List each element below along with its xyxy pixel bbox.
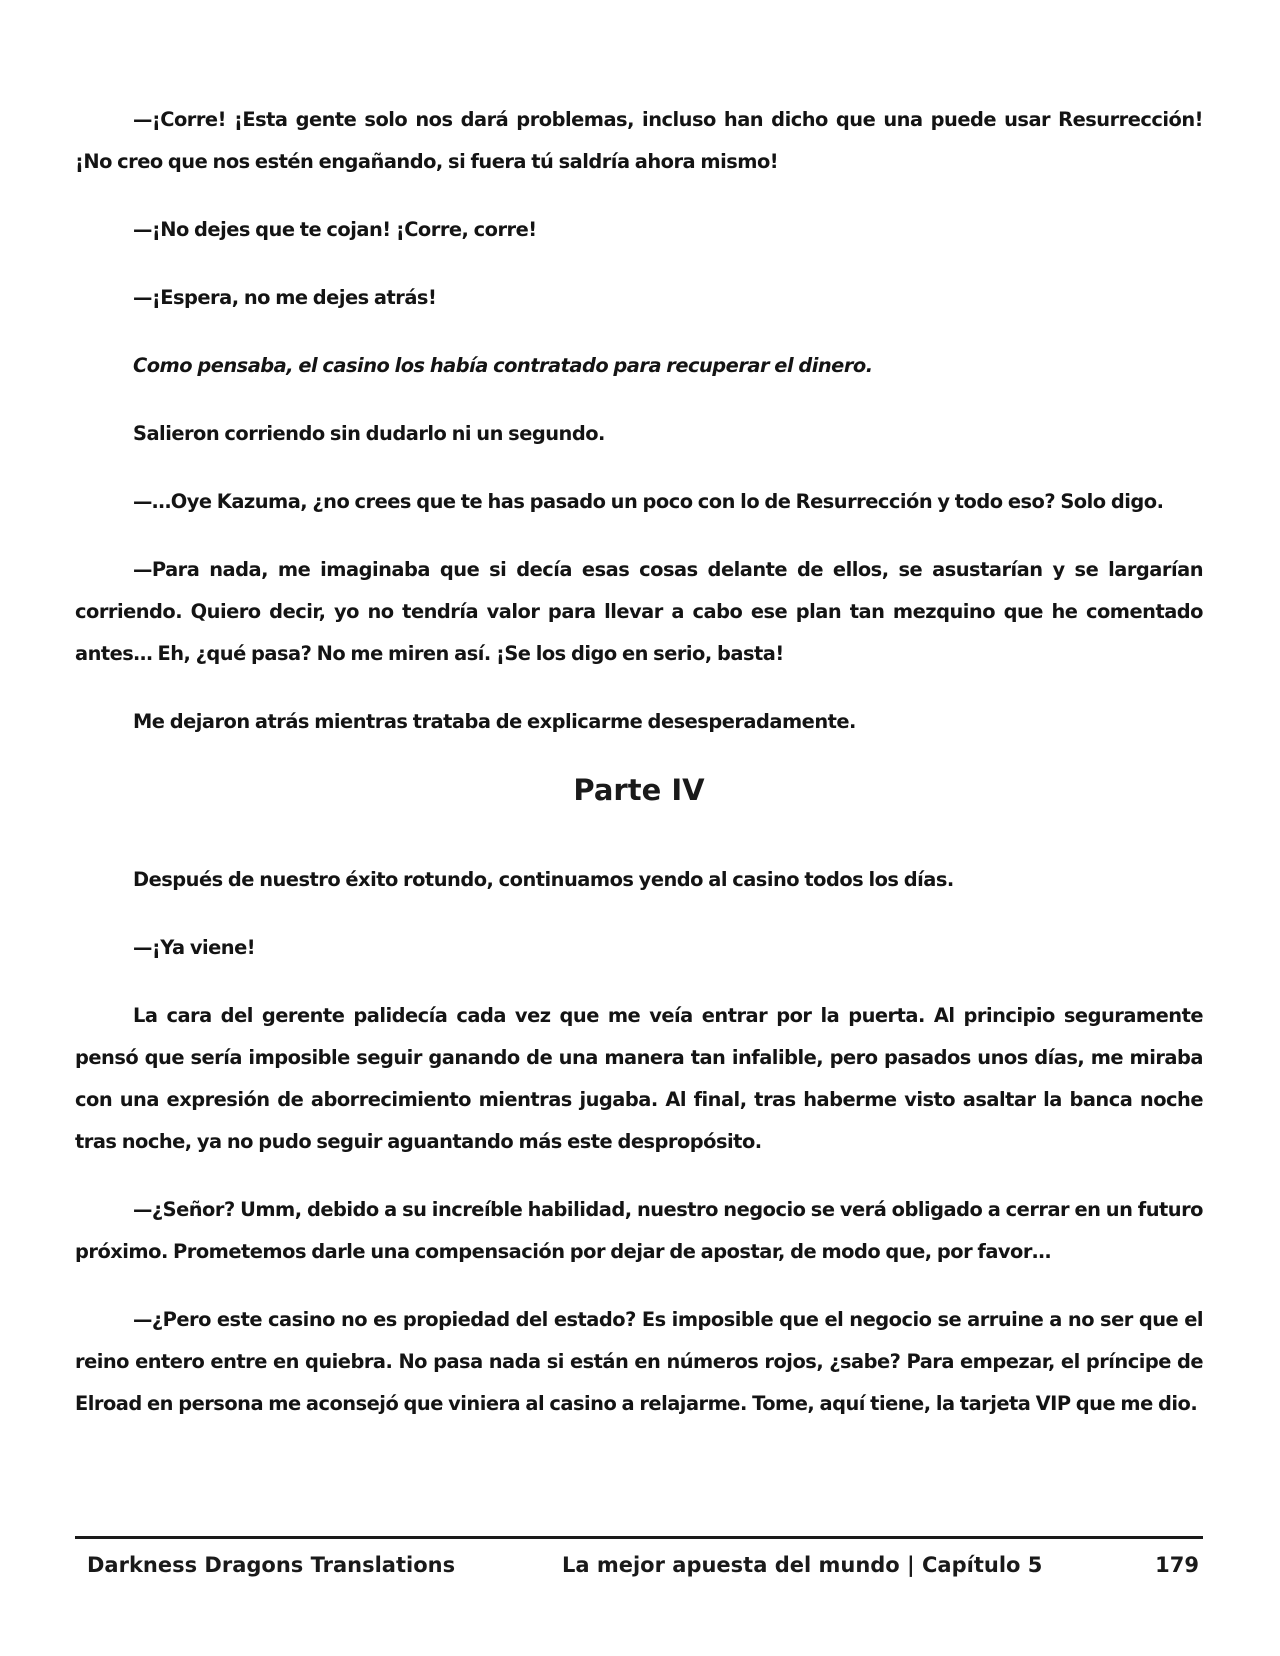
paragraph: Después de nuestro éxito rotundo, continuamos yendo al casino todos los días. [133, 868, 954, 891]
paragraph: La cara del gerente palidecía cada vez que me veía entrar por la puerta. Al principio seguramente pensó que sería imposible seguir ganando de una manera tan infalible, pero pasados unos días, me miraba con una expresión de aborrecimiento mientras jugaba. Al final, tras haberme visto asaltar la banca noche tras noche, ya no pudo seguir aguantando más este despropósito. [75, 1004, 1203, 1153]
footer-translator-credit: Darkness Dragons Translations [87, 1553, 456, 1577]
section-title: Parte IV [573, 773, 705, 807]
paragraph-italic: Como pensaba, el casino los había contratado para recuperar el dinero. [133, 354, 873, 377]
footer-page-number: 179 [1155, 1553, 1199, 1577]
page-footer [75, 1547, 1203, 1583]
paragraph: Salieron corriendo sin dudarlo ni un segundo. [133, 422, 605, 445]
paragraph: —¿Pero este casino no es propiedad del estado? Es imposible que el negocio se arruine a no ser que el reino entero entre en quiebra. No pasa nada si están en números rojos, ¿sabe? Para empezar, el príncipe de Elroad en persona me aconsejó que viniera al casino a relajarme. Tome, aquí tiene, la tarjeta VIP que me dio. [75, 1308, 1203, 1415]
paragraph: —…Oye Kazuma, ¿no crees que te has pasado un poco con lo de Resurrección y todo eso? Solo digo. [133, 490, 1164, 513]
paragraph: —¡No dejes que te cojan! ¡Corre, corre! [133, 218, 537, 241]
footer-divider [75, 1536, 1203, 1539]
paragraph: Me dejaron atrás mientras trataba de explicarme desesperadamente. [133, 710, 856, 733]
paragraph: —Para nada, me imaginaba que si decía esas cosas delante de ellos, se asustarían y se largarían corriendo. Quiero decir, yo no tendría valor para llevar a cabo ese plan tan mezquino que he comentado antes… Eh, ¿qué pasa? No me miren así. ¡Se los digo en serio, basta! [75, 558, 1203, 665]
paragraph: —¡Corre! ¡Esta gente solo nos dará problemas, incluso han dicho que una puede usar Resurrección! ¡No creo que nos estén engañando, si fuera tú saldría ahora mismo! [75, 108, 1203, 173]
footer-chapter-title: La mejor apuesta del mundo | Capítulo 5 [562, 1553, 1043, 1577]
paragraph: —¡Espera, no me dejes atrás! [133, 286, 437, 309]
page-content [75, 99, 1203, 1451]
paragraph: —¿Señor? Umm, debido a su increíble habilidad, nuestro negocio se verá obligado a cerrar en un futuro próximo. Prometemos darle una compensación por dejar de apostar, de modo que, por favor… [75, 1198, 1203, 1263]
paragraph: —¡Ya viene! [133, 936, 256, 959]
